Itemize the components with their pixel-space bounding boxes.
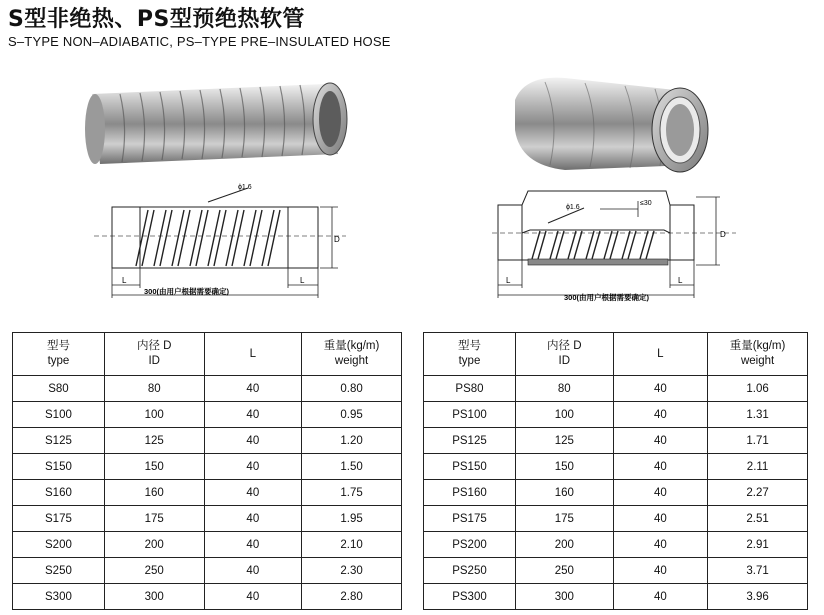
cell-id: 100 [515, 402, 613, 428]
cell-type: PS175 [424, 506, 516, 532]
cell-l: 40 [613, 532, 708, 558]
table-row [13, 506, 402, 532]
cell-l: 40 [204, 584, 302, 610]
cell-weight: 1.31 [708, 402, 808, 428]
table-row [13, 532, 402, 558]
cell-id: 175 [104, 506, 204, 532]
left-l-label-right: L [300, 276, 305, 285]
table-row [424, 454, 808, 480]
table-row [13, 428, 402, 454]
header-type: 型号 type [13, 333, 105, 376]
cell-weight: 1.20 [302, 428, 402, 454]
cell-l: 40 [204, 506, 302, 532]
s-type-hose-photo [80, 72, 355, 172]
table-row [424, 532, 808, 558]
cell-type: PS125 [424, 428, 516, 454]
cell-type: S250 [13, 558, 105, 584]
cell-weight: 1.50 [302, 454, 402, 480]
cell-weight: 3.71 [708, 558, 808, 584]
header-l: L [613, 333, 708, 376]
left-length-label: 300(由用户根据需要确定) [144, 287, 230, 296]
table-row [13, 454, 402, 480]
cell-type: S160 [13, 480, 105, 506]
cell-type: S100 [13, 402, 105, 428]
page-subtitle: S–TYPE NON–ADIABATIC, PS–TYPE PRE–INSULATED HOSE [8, 34, 391, 49]
cell-l: 40 [204, 402, 302, 428]
cell-id: 100 [104, 402, 204, 428]
table-row [13, 558, 402, 584]
table-header-row [13, 333, 402, 376]
cell-id: 125 [104, 428, 204, 454]
cell-l: 40 [204, 376, 302, 402]
left-pitch-label: ϕ1.6 [238, 184, 252, 191]
header-id: 内径 D ID [515, 333, 613, 376]
cell-weight: 0.80 [302, 376, 402, 402]
right-diameter-label: D [720, 230, 726, 239]
cell-id: 300 [104, 584, 204, 610]
header-weight: 重量(kg/m) weight [708, 333, 808, 376]
cell-l: 40 [613, 428, 708, 454]
cell-weight: 1.06 [708, 376, 808, 402]
cell-weight: 2.27 [708, 480, 808, 506]
cell-l: 40 [204, 558, 302, 584]
header-weight: 重量(kg/m) weight [302, 333, 402, 376]
cell-id: 150 [104, 454, 204, 480]
left-l-label-left: L [122, 276, 127, 285]
table-row [424, 428, 808, 454]
cell-weight: 1.95 [302, 506, 402, 532]
table-row [424, 506, 808, 532]
cell-type: PS160 [424, 480, 516, 506]
cell-weight: 2.51 [708, 506, 808, 532]
cell-id: 300 [515, 584, 613, 610]
cell-type: S125 [13, 428, 105, 454]
cell-weight: 3.96 [708, 584, 808, 610]
cell-id: 200 [104, 532, 204, 558]
cell-type: S175 [13, 506, 105, 532]
cell-l: 40 [204, 428, 302, 454]
cell-weight: 2.80 [302, 584, 402, 610]
cell-type: PS300 [424, 584, 516, 610]
cell-id: 80 [104, 376, 204, 402]
page-title: S型非绝热、PS型预绝热软管 [8, 7, 305, 32]
cell-type: S300 [13, 584, 105, 610]
cell-l: 40 [613, 480, 708, 506]
cell-l: 40 [613, 454, 708, 480]
header-l: L [204, 333, 302, 376]
table-row [424, 558, 808, 584]
cell-type: S150 [13, 454, 105, 480]
table-header-row [424, 333, 808, 376]
cell-id: 150 [515, 454, 613, 480]
header-type: 型号 type [424, 333, 516, 376]
cell-id: 200 [515, 532, 613, 558]
cell-type: PS250 [424, 558, 516, 584]
right-length-label: 300(由用户根据需要确定) [564, 293, 650, 302]
cell-weight: 1.75 [302, 480, 402, 506]
cell-type: PS150 [424, 454, 516, 480]
table-row [13, 376, 402, 402]
cell-weight: 2.91 [708, 532, 808, 558]
ps-type-drawing [488, 183, 740, 305]
cell-id: 250 [515, 558, 613, 584]
cell-id: 160 [104, 480, 204, 506]
cell-l: 40 [204, 532, 302, 558]
cell-l: 40 [613, 506, 708, 532]
cell-weight: 2.10 [302, 532, 402, 558]
table-row [13, 480, 402, 506]
cell-id: 125 [515, 428, 613, 454]
s-type-spec-table [12, 332, 402, 610]
ps-type-spec-table [423, 332, 808, 610]
table-row [424, 376, 808, 402]
cell-l: 40 [613, 584, 708, 610]
cell-id: 250 [104, 558, 204, 584]
ps-type-hose-photo [505, 70, 715, 180]
table-row [424, 584, 808, 610]
table-row [13, 402, 402, 428]
cell-l: 40 [613, 376, 708, 402]
cell-type: S80 [13, 376, 105, 402]
cell-type: PS100 [424, 402, 516, 428]
cell-l: 40 [613, 402, 708, 428]
cell-type: S200 [13, 532, 105, 558]
cell-type: PS200 [424, 532, 516, 558]
cell-type: PS80 [424, 376, 516, 402]
right-pitch-label: ϕ1.6 [566, 204, 580, 211]
cell-weight: 0.95 [302, 402, 402, 428]
cell-l: 40 [204, 454, 302, 480]
cell-l: 40 [204, 480, 302, 506]
cell-id: 175 [515, 506, 613, 532]
table-row [13, 584, 402, 610]
header-id: 内径 D ID [104, 333, 204, 376]
left-diameter-label: D [334, 235, 340, 244]
cell-weight: 2.11 [708, 454, 808, 480]
right-l-label-right: L [678, 276, 683, 285]
cell-id: 160 [515, 480, 613, 506]
s-type-drawing [88, 180, 350, 302]
cell-id: 80 [515, 376, 613, 402]
cell-l: 40 [613, 558, 708, 584]
cell-weight: 2.30 [302, 558, 402, 584]
table-row [424, 402, 808, 428]
table-row [424, 480, 808, 506]
cell-weight: 1.71 [708, 428, 808, 454]
right-gap-label: ≤30 [640, 200, 652, 207]
right-l-label-left: L [506, 276, 511, 285]
